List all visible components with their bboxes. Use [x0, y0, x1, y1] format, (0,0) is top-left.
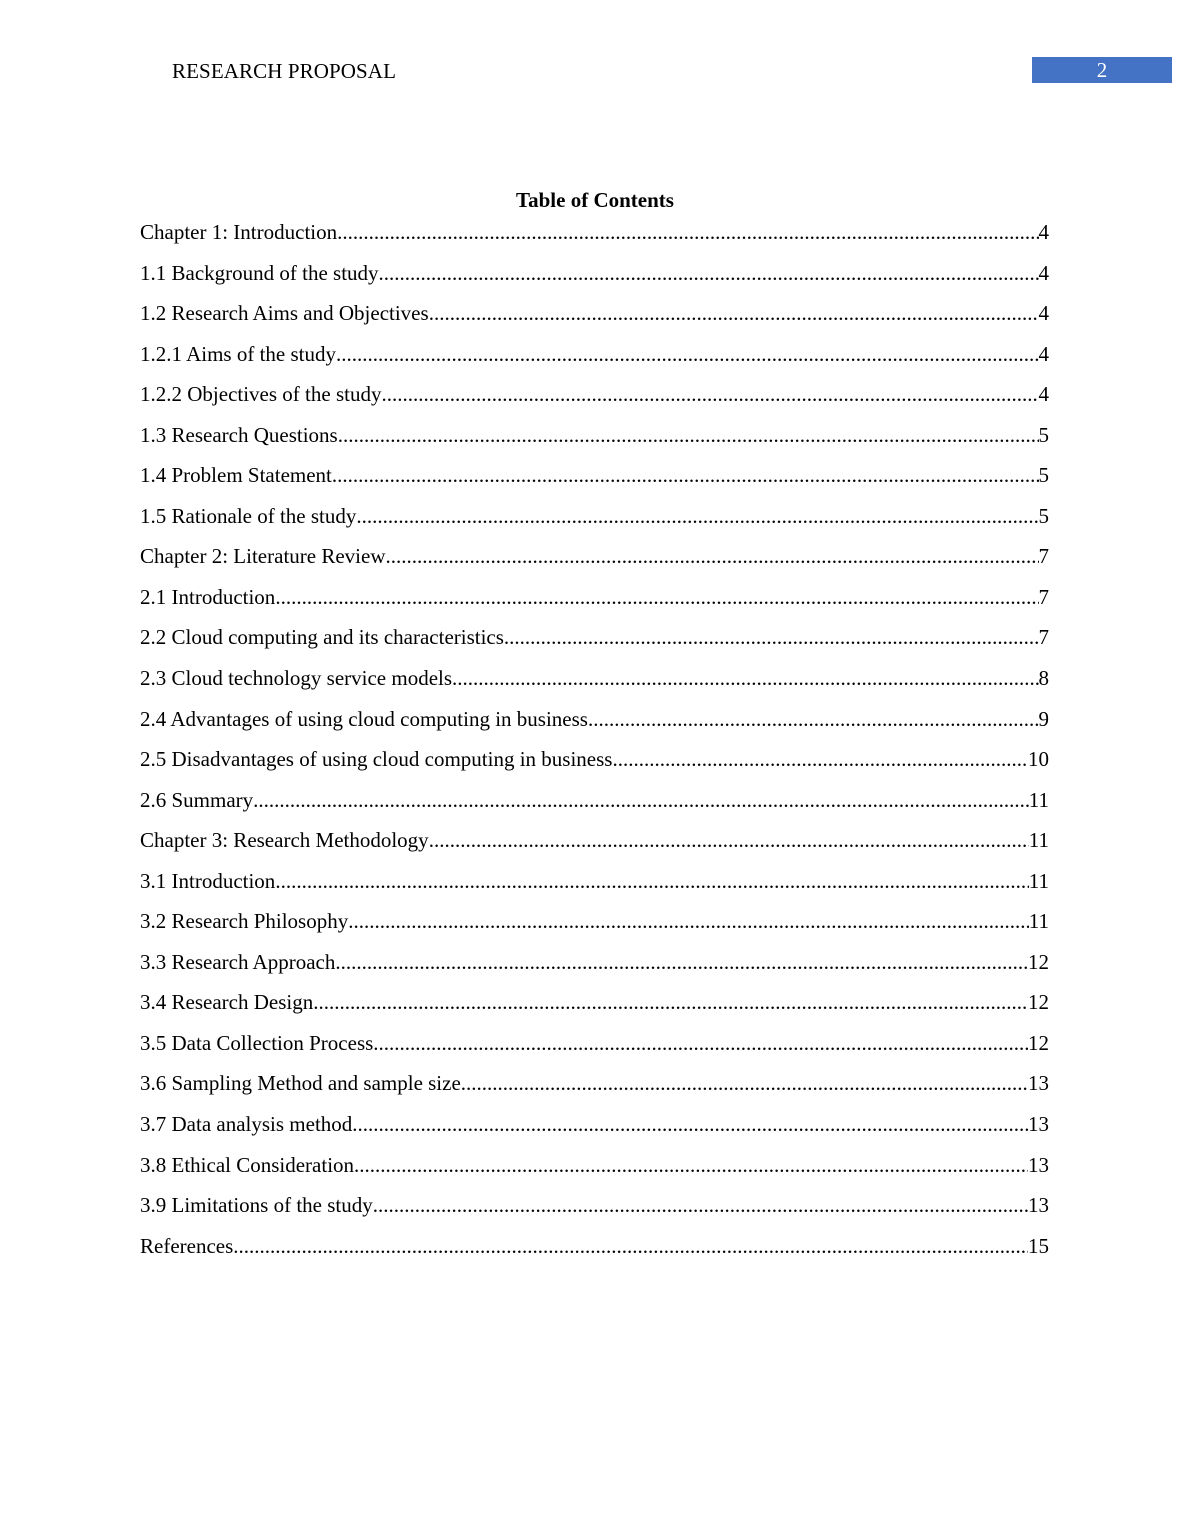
toc-entry-label: 3.9 Limitations of the study: [140, 1193, 373, 1218]
toc-entry-page-number: 8: [1038, 666, 1049, 691]
toc-dot-leader: [335, 948, 1028, 976]
toc-entry[interactable]: [140, 623, 1049, 664]
toc-entry-label: Chapter 1: Introduction: [140, 220, 338, 244]
toc-entry-page-number: 4: [1038, 382, 1049, 407]
toc-entry-label: 3.6 Sampling Method and sample size: [140, 1071, 461, 1096]
toc-entry-label: 2.1 Introduction: [140, 584, 276, 609]
toc-dot-leader: [429, 299, 1039, 327]
toc-entry-page-number: 11: [1028, 909, 1049, 934]
toc-entry[interactable]: [140, 1232, 1049, 1273]
toc-entry-page-number: 15: [1028, 1233, 1049, 1258]
toc-entry-page-number: 10: [1028, 747, 1049, 772]
toc-dot-leader: [332, 461, 1039, 489]
toc-entry[interactable]: [140, 867, 1049, 908]
toc-entry[interactable]: [140, 1029, 1049, 1070]
toc-entry-label: 1.5 Rationale of the study: [140, 503, 357, 528]
toc-entry[interactable]: [140, 1110, 1049, 1151]
toc-entry-label: 3.4 Research Design: [140, 990, 314, 1015]
toc-title: Table of Contents: [516, 188, 674, 212]
toc-entry-label: 1.1 Background of the study: [140, 260, 379, 285]
toc-entry-label: Chapter 3: Research Methodology: [140, 828, 429, 853]
toc-dot-leader: [275, 583, 1038, 611]
toc-entry-page-number: 11: [1028, 868, 1049, 893]
toc-entry-label: 2.6 Summary: [140, 787, 254, 812]
toc-entry[interactable]: [140, 745, 1049, 786]
toc-entry-page-number: 9: [1038, 706, 1049, 731]
toc-entry[interactable]: [140, 1191, 1049, 1232]
toc-entry[interactable]: [140, 948, 1049, 989]
toc-entry[interactable]: [140, 786, 1049, 827]
toc-entry-label: 3.7 Data analysis method: [140, 1112, 353, 1137]
toc-entry-label: 2.4 Advantages of using cloud computing in business: [140, 706, 588, 731]
toc-dot-leader: [373, 1029, 1028, 1057]
toc-entry-page-number: 4: [1038, 220, 1049, 244]
toc-entry-page-number: 5: [1038, 463, 1049, 488]
toc-dot-leader: [373, 1191, 1028, 1219]
toc-dot-leader: [275, 867, 1028, 895]
toc-entry-page-number: 13: [1028, 1152, 1049, 1177]
toc-dot-leader: [313, 988, 1028, 1016]
toc-entry[interactable]: [140, 380, 1049, 421]
toc-entry-label: 1.2 Research Aims and Objectives: [140, 301, 429, 326]
toc-list: [140, 218, 1049, 1272]
toc-dot-leader: [336, 340, 1038, 368]
toc-entry-page-number: 13: [1028, 1071, 1049, 1096]
toc-entry-label: References: [140, 1233, 234, 1258]
toc-dot-leader: [337, 218, 1038, 246]
toc-entry[interactable]: [140, 1151, 1049, 1192]
toc-dot-leader: [352, 1110, 1028, 1138]
toc-entry-label: 3.3 Research Approach: [140, 949, 336, 974]
toc-entry[interactable]: [140, 826, 1049, 867]
toc-entry-label: 3.5 Data Collection Process: [140, 1030, 374, 1055]
toc-entry[interactable]: [140, 1069, 1049, 1110]
toc-entry-label: Chapter 2: Literature Review: [140, 544, 386, 569]
toc-entry-page-number: 5: [1038, 503, 1049, 528]
toc-entry-label: 1.3 Research Questions: [140, 422, 338, 447]
toc-entry-page-number: 11: [1028, 828, 1049, 853]
toc-entry-label: 2.5 Disadvantages of using cloud computing in business: [140, 747, 613, 772]
toc-entry-page-number: 13: [1028, 1112, 1049, 1137]
toc-entry-label: 1.4 Problem Statement: [140, 463, 332, 488]
toc-entry[interactable]: [140, 705, 1049, 746]
toc-dot-leader: [338, 421, 1039, 449]
toc-entry-label: 1.2.2 Objectives of the study: [140, 382, 382, 407]
toc-entry-label: 2.2 Cloud computing and its characteristics: [140, 625, 504, 650]
toc-dot-leader: [386, 542, 1039, 570]
toc-entry-label: 3.2 Research Philosophy: [140, 909, 349, 934]
toc-entry-label: 1.2.1 Aims of the study: [140, 341, 337, 366]
toc-dot-leader: [348, 907, 1029, 935]
toc-entry[interactable]: [140, 421, 1049, 462]
toc-entry[interactable]: [140, 461, 1049, 502]
toc-entry-page-number: 12: [1028, 1030, 1049, 1055]
toc-dot-leader: [379, 259, 1039, 287]
toc-entry-page-number: 5: [1038, 422, 1049, 447]
toc-entry-page-number: 12: [1028, 990, 1049, 1015]
toc-entry-label: 2.3 Cloud technology service models: [140, 666, 453, 691]
toc-dot-leader: [356, 502, 1038, 530]
toc-entry-page-number: 7: [1038, 625, 1049, 650]
toc-entry[interactable]: [140, 218, 1049, 259]
toc-entry-page-number: 4: [1038, 260, 1049, 285]
toc-entry[interactable]: [140, 340, 1049, 381]
toc-entry-label: 3.1 Introduction: [140, 868, 276, 893]
toc-entry[interactable]: [140, 259, 1049, 300]
toc-entry[interactable]: [140, 907, 1049, 948]
toc-entry-page-number: 4: [1038, 301, 1049, 326]
toc-dot-leader: [504, 623, 1039, 651]
toc-entry[interactable]: [140, 583, 1049, 624]
toc-dot-leader: [233, 1232, 1028, 1260]
toc-entry[interactable]: [140, 299, 1049, 340]
toc-entry-page-number: 7: [1038, 544, 1049, 569]
toc-dot-leader: [253, 786, 1029, 814]
toc-dot-leader: [429, 826, 1029, 854]
toc-dot-leader: [612, 745, 1028, 773]
toc-entry-page-number: 4: [1038, 341, 1049, 366]
toc-entry[interactable]: [140, 988, 1049, 1029]
page-number-badge: 2: [1032, 57, 1172, 83]
toc-entry-page-number: 11: [1028, 787, 1049, 812]
toc-entry[interactable]: [140, 664, 1049, 705]
toc-entry-page-number: 13: [1028, 1193, 1049, 1218]
running-head: RESEARCH PROPOSAL: [172, 59, 397, 83]
toc-dot-leader: [354, 1151, 1028, 1179]
toc-entry-label: 3.8 Ethical Consideration: [140, 1152, 355, 1177]
toc-entry[interactable]: [140, 542, 1049, 583]
toc-entry-page-number: 12: [1028, 949, 1049, 974]
toc-entry[interactable]: [140, 502, 1049, 543]
toc-dot-leader: [452, 664, 1038, 692]
toc-dot-leader: [461, 1069, 1028, 1097]
toc-dot-leader: [381, 380, 1038, 408]
toc-entry-page-number: 7: [1038, 584, 1049, 609]
toc-dot-leader: [588, 705, 1039, 733]
